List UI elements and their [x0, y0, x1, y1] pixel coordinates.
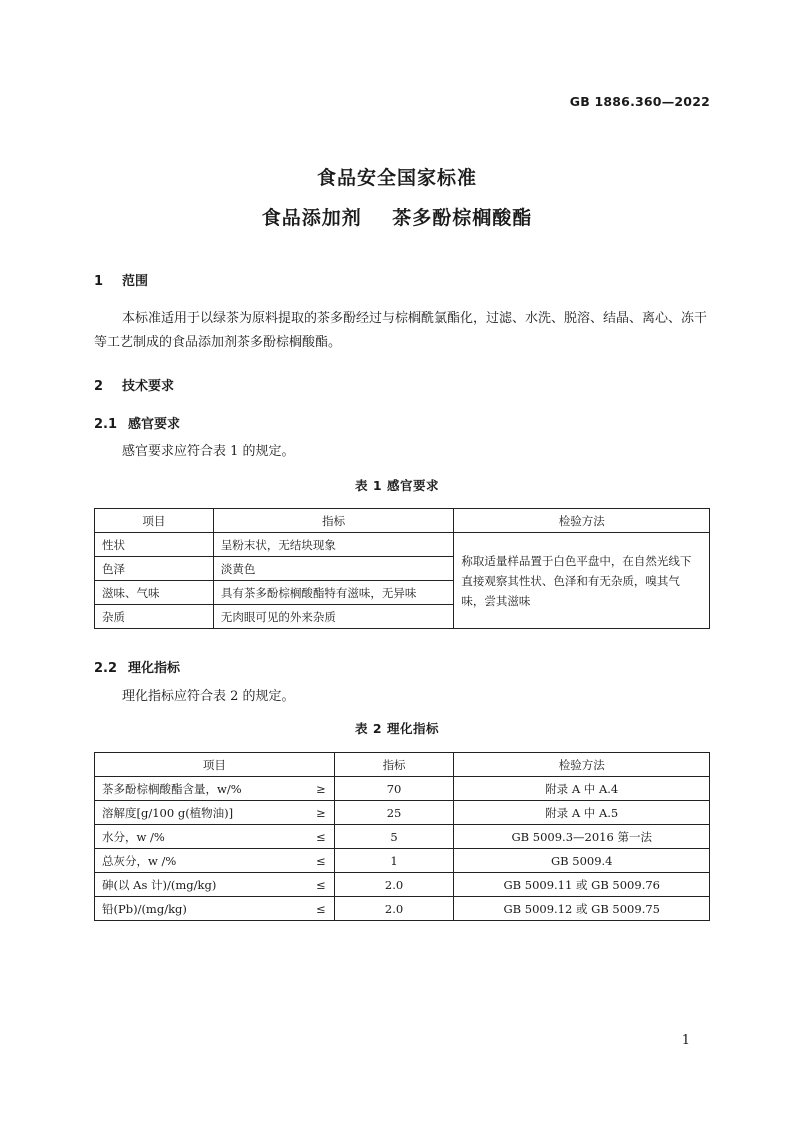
operator-cell: ≤: [304, 849, 334, 873]
method-cell: 称取适量样品置于白色平盘中，在自然光线下直接观察其性状、色泽和有无杂质，嗅其气味，尝其滋味: [454, 533, 710, 629]
column-header: 检验方法: [454, 509, 710, 533]
section-title: 理化指标: [128, 661, 181, 676]
operator-cell: ≥: [304, 777, 334, 801]
value-cell: 1: [334, 849, 454, 873]
section-2-heading: [94, 375, 174, 394]
section-title: 技术要求: [122, 379, 175, 394]
section-2-1-heading: [94, 413, 180, 432]
section-title: 感官要求: [128, 417, 181, 432]
section-number: 2: [94, 379, 104, 394]
item-cell: 溶解度[g/100 g(植物油)]: [95, 801, 305, 825]
value-cell: 2.0: [334, 897, 454, 921]
table-1-sensory: [94, 508, 710, 629]
spec-cell: 具有茶多酚棕榈酸酯特有滋味，无异味: [213, 581, 454, 605]
item-cell: 杂质: [95, 605, 214, 629]
method-cell: GB 5009.3—2016 第一法: [454, 825, 710, 849]
section-2-2-heading: [94, 657, 180, 676]
method-cell: 附录 A 中 A.4: [454, 777, 710, 801]
item-cell: 砷(以 As 计)/(mg/kg): [95, 873, 305, 897]
value-cell: 70: [334, 777, 454, 801]
item-cell: 铅(Pb)/(mg/kg): [95, 897, 305, 921]
column-header: 指标: [334, 753, 454, 777]
operator-cell: ≥: [304, 801, 334, 825]
method-cell: GB 5009.12 或 GB 5009.75: [454, 897, 710, 921]
table-row: [95, 777, 710, 801]
document-number: GB 1886.360—2022: [569, 94, 710, 109]
item-cell: 性状: [95, 533, 214, 557]
item-cell: 水分，w /%: [95, 825, 305, 849]
spec-cell: 呈粉末状，无结块现象: [213, 533, 454, 557]
table-row: [95, 873, 710, 897]
section-2-1-paragraph: 感官要求应符合表 1 的规定。: [122, 444, 295, 459]
item-cell: 总灰分，w /%: [95, 849, 305, 873]
table-row: [95, 849, 710, 873]
table-row: [95, 801, 710, 825]
method-cell: GB 5009.11 或 GB 5009.76: [454, 873, 710, 897]
spec-cell: 淡黄色: [213, 557, 454, 581]
item-cell: 滋味、气味: [95, 581, 214, 605]
table-header-row: [95, 509, 710, 533]
table-header-row: [95, 753, 710, 777]
table-2-physicochemical: [94, 752, 710, 921]
item-cell: 色泽: [95, 557, 214, 581]
column-header: 指标: [213, 509, 454, 533]
table-2-caption: 表 2 理化指标: [355, 721, 439, 736]
operator-cell: ≤: [304, 825, 334, 849]
method-cell: GB 5009.4: [454, 849, 710, 873]
item-cell: 茶多酚棕榈酸酯含量，w/%: [95, 777, 305, 801]
spec-cell: 无肉眼可见的外来杂质: [213, 605, 454, 629]
table-row: [95, 897, 710, 921]
operator-cell: ≤: [304, 897, 334, 921]
table-1-caption: 表 1 感官要求: [355, 478, 439, 493]
value-cell: 5: [334, 825, 454, 849]
section-number: 1: [94, 274, 104, 289]
standard-title: 食品安全国家标准: [316, 167, 477, 189]
method-cell: 附录 A 中 A.5: [454, 801, 710, 825]
value-cell: 2.0: [334, 873, 454, 897]
column-header: 检验方法: [454, 753, 710, 777]
section-2-2-paragraph: 理化指标应符合表 2 的规定。: [122, 689, 295, 704]
table-row: [95, 825, 710, 849]
operator-cell: ≤: [304, 873, 334, 897]
column-header: 项目: [95, 509, 214, 533]
section-1-paragraph: 本标准适用于以绿茶为原料提取的茶多酚经过与棕榈酰氯酯化，过滤、水洗、脱溶、结晶、离心、冻干等工艺制成的食品添加剂茶多酚棕榈酸酯。: [94, 311, 708, 350]
section-number: 2.1: [94, 417, 118, 432]
section-title: 范围: [122, 274, 149, 289]
column-header: 项目: [95, 753, 335, 777]
table-row: [95, 533, 710, 557]
value-cell: 25: [334, 801, 454, 825]
page-number: 1: [681, 1033, 690, 1048]
section-number: 2.2: [94, 661, 118, 676]
standard-subtitle: 食品添加剂 茶多酚棕榈酸酯: [261, 207, 533, 229]
section-1-heading: [94, 270, 148, 289]
